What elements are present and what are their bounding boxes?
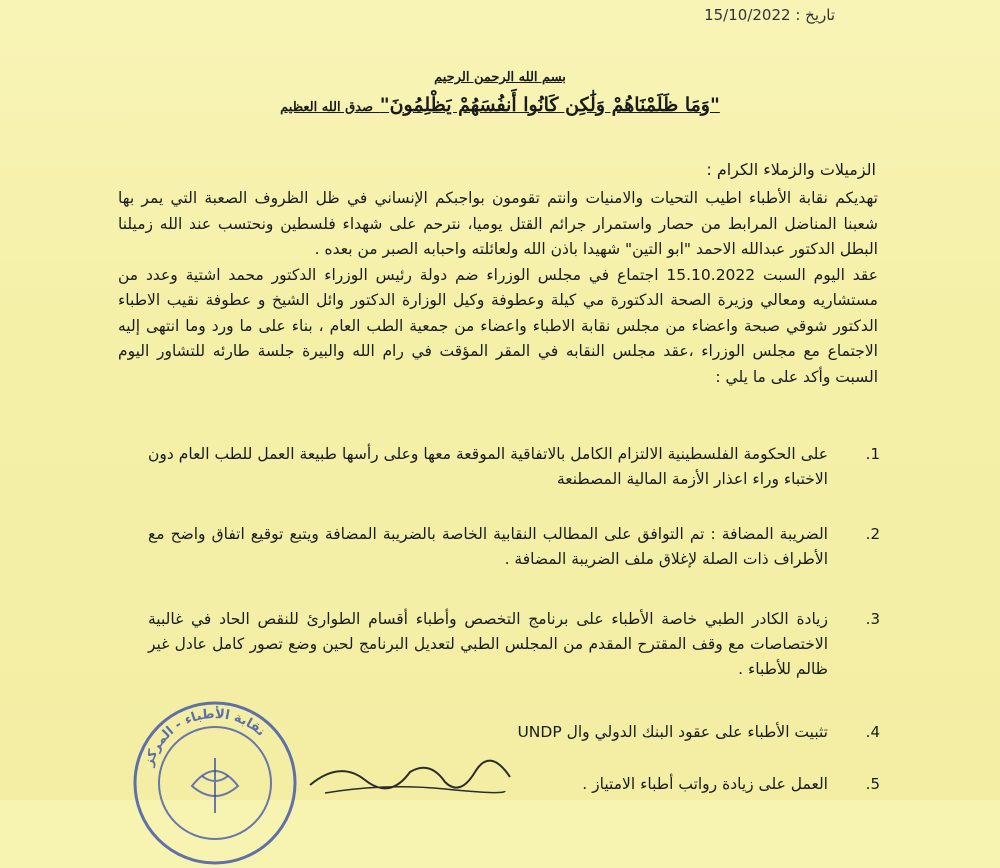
item-text: الضريبة المضافة : تم التوافق على المطالب النقابية الخاصة بالضريبة المضافة ويتبع توقيع اتفاق واضح مع الأطراف ذات الصلة لإغلاق ملف الضريبة المضافة . xyxy=(148,525,828,568)
document-date: تاريخ : 15/10/2022 xyxy=(704,6,835,24)
salutation: الزميلات والزملاء الكرام : xyxy=(706,160,876,179)
quran-verse-heading xyxy=(0,94,1000,116)
item-text: العمل على زيادة رواتب أطباء الامتياز . xyxy=(582,775,828,793)
paragraph-meeting: عقد اليوم السبت 15.10.2022 اجتماع في مجلس الوزراء ضم دولة رئيس الوزراء الدكتور محمد اشتية وعدد من مستشاريه ومعالي وزيرة الصحة الدكتورة مي كيلة وعطوفة وكيل الوزارة الدكتور وائل الشيخ و عطوفة نقيب الاطباء الدكتور شوقي صبحة واعضاء من مجلس نقابة الاطباء واعضاء من جمعية الطب العام ، بناء على ما ورد وما انتهى إليه الاجتماع مع مجلس الوزراء ،عقد مجلس النقابه في المقر المؤقت في رام الله والبيرة جلسة طارئه للتشاور اليوم السبت وأكد على ما يلي : xyxy=(118,265,878,386)
svg-text:نقابة الأطباء - المركز xyxy=(141,705,268,769)
item-number: 5. xyxy=(865,775,880,793)
resolution-item xyxy=(148,607,880,682)
item-number: 2. xyxy=(865,525,880,543)
paragraph-intro: تهديكم نقابة الأطباء اطيب التحيات والامنيات وانتم تقومون بواجبكم الإنساني في ظل الظروف الصعبة التي يمر بها شعبنا المناضل المرابط من حصار واستمرار جرائم القتل يوميا، نترحم على شهداء فلسطين ونحتسب عند الله زميلنا البطل الدكتور عبدالله الاحمد "ابو التين" شهيدا باذن الله ولعائلته واحبابه الصبر من بعده . xyxy=(118,189,878,258)
basmala-heading: بسم الله الرحمن الرحيم xyxy=(434,70,566,85)
resolution-item xyxy=(148,522,880,572)
item-text: زيادة الكادر الطبي خاصة الأطباء على برنامج التخصص وأطباء أقسام الطوارئ للنقص الحاد في غالبية الاختصاصات مع وقف المقترح المقدم من المجلس الطبي لتعديل البرنامج لحين وضع تصور كامل عادل غير ظالم للأطباء . xyxy=(148,610,828,678)
item-number: 4. xyxy=(865,723,880,741)
signature xyxy=(305,755,515,800)
quran-verse-closing: صدق الله العظيم xyxy=(280,100,374,115)
syndicate-stamp xyxy=(130,698,300,868)
quran-verse-text: "وَمَا ظَلَمْنَاهُمْ وَلَٰكِن كَانُوا أَنفُسَهُمْ يَظْلِمُونَ" xyxy=(379,94,720,116)
body-paragraphs xyxy=(118,186,878,390)
item-number: 3. xyxy=(865,610,880,628)
resolution-item xyxy=(148,442,880,492)
item-number: 1. xyxy=(865,445,880,463)
item-text: تثبيت الأطباء على عقود البنك الدولي وال UNDP xyxy=(517,723,828,741)
item-text: على الحكومة الفلسطينية الالتزام الكامل بالاتفاقية الموقعة معها وعلى رأسها طبيعة العمل للطب العام دون الاختباء وراء اعذار الأزمة المالية المصطنعة xyxy=(148,445,828,488)
stamp-text: نقابة الأطباء - المركز xyxy=(141,706,268,769)
